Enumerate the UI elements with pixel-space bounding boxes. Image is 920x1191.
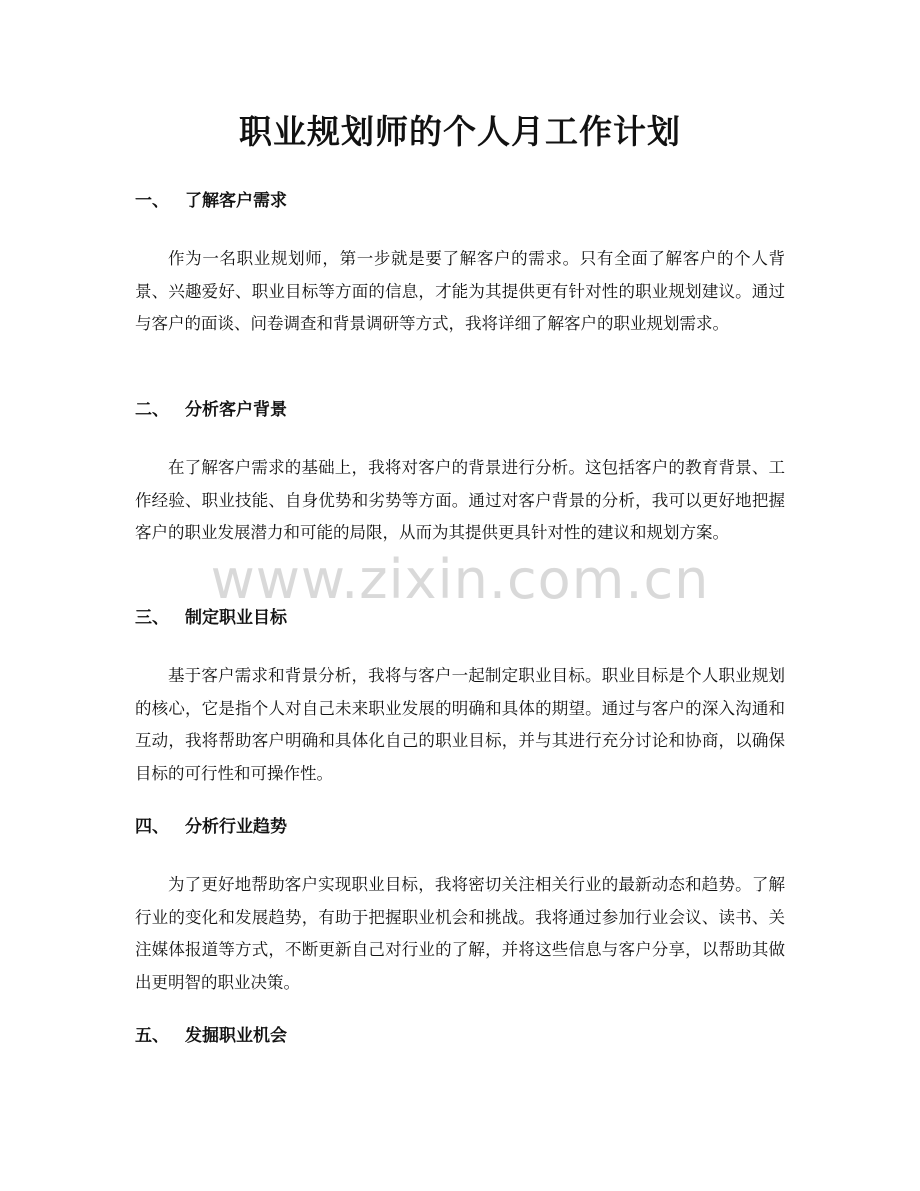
section-paragraph: 在了解客户需求的基础上，我将对客户的背景进行分析。这包括客户的教育背景、工作经验、职业技能、自身优势和劣势等方面。通过对客户背景的分析，我可以更好地把握客户的职业发展潜力和可能的局限，从而为其提供更具针对性的建议和规划方案。 <box>135 458 785 543</box>
section-4 <box>135 814 785 999</box>
section-3 <box>135 605 785 790</box>
section-heading <box>135 188 785 214</box>
section-title: 分析客户背景 <box>185 400 287 420</box>
section-paragraph: 作为一名职业规划师，第一步就是要了解客户的需求。只有全面了解客户的个人背景、兴趣爱好、职业目标等方面的信息，才能为其提供更有针对性的职业规划建议。通过与客户的面谈、问卷调查和背景调研等方式，我将详细了解客户的职业规划需求。 <box>135 249 785 334</box>
section-title: 制定职业目标 <box>185 608 287 628</box>
section-5 <box>135 1023 785 1049</box>
section-number: 三、 <box>135 608 169 628</box>
section-1 <box>135 188 785 341</box>
section-number: 四、 <box>135 817 169 837</box>
watermark: www.zixin.com.cn <box>210 548 710 611</box>
section-heading <box>135 397 785 423</box>
document-title: 职业规划师的个人月工作计划 <box>239 112 681 151</box>
section-title: 分析行业趋势 <box>185 817 287 837</box>
section-heading <box>135 1023 785 1049</box>
section-2 <box>135 397 785 550</box>
section-paragraph: 为了更好地帮助客户实现职业目标，我将密切关注相关行业的最新动态和趋势。了解行业的变化和发展趋势，有助于把握职业机会和挑战。我将通过参加行业会议、读书、关注媒体报道等方式，不断更新自己对行业的了解，并将这些信息与客户分享，以帮助其做出更明智的职业决策。 <box>135 875 785 992</box>
section-number: 二、 <box>135 400 169 420</box>
section-number: 一、 <box>135 191 169 211</box>
section-heading <box>135 814 785 840</box>
section-number: 五、 <box>135 1026 169 1046</box>
section-title: 了解客户需求 <box>185 191 287 211</box>
section-paragraph: 基于客户需求和背景分析，我将与客户一起制定职业目标。职业目标是个人职业规划的核心，它是指个人对自己未来职业发展的明确和具体的期望。通过与客户的深入沟通和互动，我将帮助客户明确和具体化自己的职业目标，并与其进行充分讨论和协商，以确保目标的可行性和可操作性。 <box>135 666 785 783</box>
section-heading <box>135 605 785 631</box>
section-title: 发掘职业机会 <box>185 1026 287 1046</box>
